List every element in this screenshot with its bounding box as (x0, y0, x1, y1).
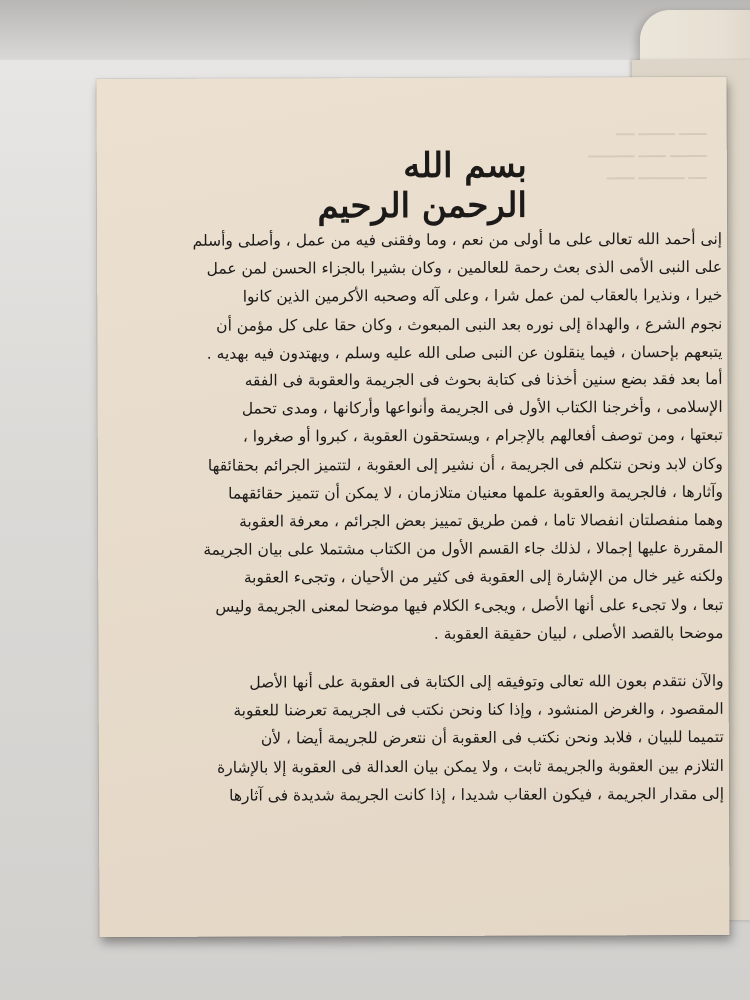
book-page (97, 77, 730, 937)
background-shadow (0, 0, 750, 60)
text-line: إلى مقدار الجريمة ، فيكون العقاب شديدا ، إذا كانت الجريمة شديدة فى آثارها (229, 784, 725, 805)
text-line: التلازم بين العقوبة والجريمة ثابت ، ولا يمكن بيان العدالة فى العقوبة إلا بالإشارة (217, 756, 724, 777)
text-line: وآثارها ، فالجريمة والعقوبة علمها معنيان متلازمان ، لا يمكن أن تتميز حقائقهما (228, 482, 723, 503)
text-line: وهما منفصلتان انفصالا تاما ، فمن طريق تمييز بعض الجرائم ، معرفة العقوبة (239, 510, 724, 531)
text-line: ولكنه غير خال من الإشارة إلى العقوبة فى كثير من الأحيان ، وتجىء العقوبة (243, 567, 724, 588)
text-line: يتبعهم بإحسان ، فيما ينقلون عن النبى صلى الله عليه وسلم ، ويهتدون فيه بهديه . (206, 342, 723, 363)
text-line: وكان لابد ونحن نتكلم فى الجريمة ، أن نشير إلى العقوبة ، لتتميز الجرائم بحقائقها (207, 454, 723, 475)
text-line: أما بعد فقد بضع سنين أخذنا فى كتابة بحوث فى الجريمة والعقوبة فى الفقه (244, 369, 723, 390)
text-line: خيرا ، ونذيرا بالعقاب لمن عمل شرا ، وعلى آله وصحبه الأكرمين الذين كانوا (242, 286, 723, 306)
text-line: تتميما للبيان ، فلابد ونحن نكتب فى العقوبة أن نتعرض للجريمة أيضا ، لأن (260, 728, 724, 748)
text-line: الإسلامى ، وأخرجنا الكتاب الأول فى الجريمة وأنواعها وأركانها ، ومدى تحمل (241, 398, 723, 418)
text-line: موضحا بالقصد الأصلى ، لبيان حقيقة العقوبة . (433, 623, 724, 643)
bleed-through-text: ▁▁▁ ▁▁▁▁ ▁▁ ▁▁▁▁ ▁▁▁ ▁▁▁▁▁ ▁▁ ▁▁▁▁▁ ▁▁▁ (588, 120, 707, 180)
text-line: تبعتها ، ومن توصف أفعالهم بالإجرام ، ويستحقون العقوبة ، كبروا أو صغروا ، (242, 426, 723, 446)
text-line: تبعا ، ولا تجىء على أنها الأصل ، ويجىء الكلام فيها موضحا لمعنى الجريمة وليس (215, 595, 724, 616)
text-line: والآن نتقدم بعون الله تعالى وتوفيقه إلى الكتابة فى العقوبة على أنها الأصل (249, 671, 724, 692)
text-line: المقررة عليها إجمالا ، لذلك جاء القسم الأول من الكتاب مشتملا على بيان الجريمة (203, 539, 724, 559)
paragraph-2 (108, 365, 724, 649)
text-line: إنى أحمد الله تعالى على ما أولى من نعم ، وما وفقنى فيه من عمل ، وأصلى وأسلم (192, 229, 723, 250)
paragraph-3 (109, 667, 724, 810)
paragraph-1 (107, 225, 722, 368)
basmala-heading: بسم الله الرحمن الرحيم (317, 145, 528, 227)
text-line: المقصود ، والغرض المنشود ، وإذا كنا ونحن نكتب فى الجريمة تعرضنا للعقوبة (233, 700, 724, 720)
text-line: نجوم الشرع ، والهداة إلى نوره بعد النبى المبعوث ، وكان حقا على كل مؤمن أن (216, 314, 723, 335)
text-line: على النبى الأمى الذى بعث رحمة للعالمين ، وكان بشيرا بالجزاء الحسن لمن عمل (206, 258, 723, 278)
